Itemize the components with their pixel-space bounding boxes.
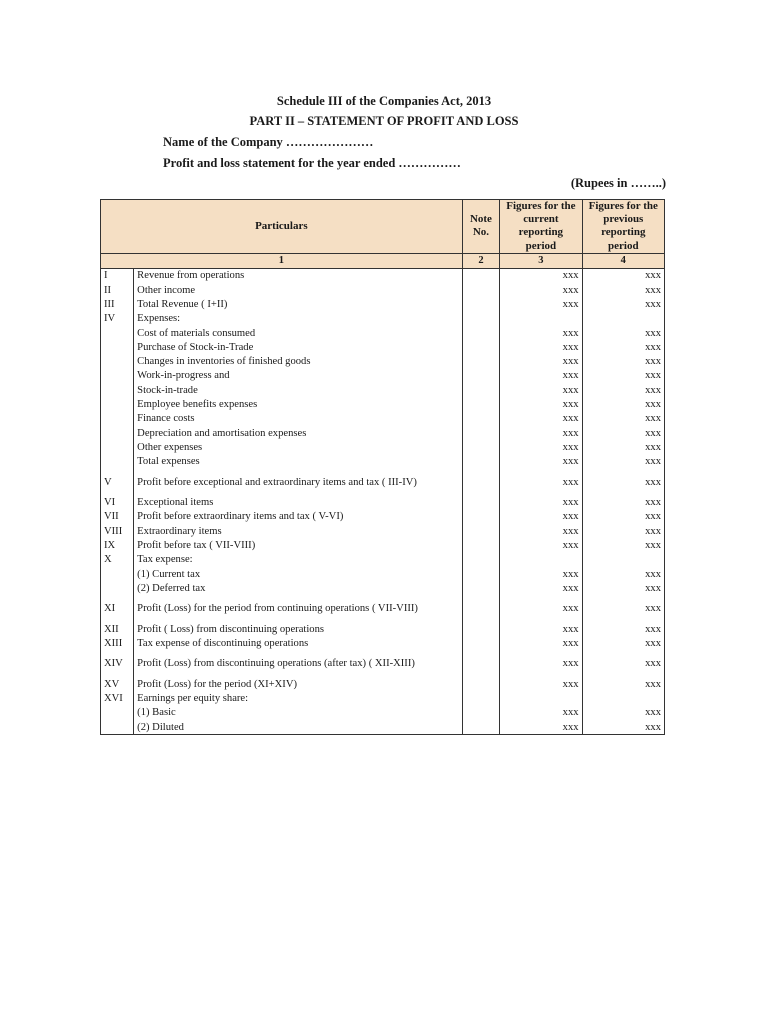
row-particulars: Employee benefits expenses [134,397,463,411]
row-previous-figure: xxx [582,297,664,311]
row-previous-figure: xxx [582,455,664,469]
row-roman-numeral [101,412,134,426]
row-current-figure: xxx [500,622,582,636]
table-row [101,720,665,735]
current-period-header: Figures for the current reporting period [500,200,582,254]
row-current-figure: xxx [500,581,582,595]
row-previous-figure: xxx [582,469,664,496]
row-current-figure: xxx [500,369,582,383]
row-previous-figure: xxx [582,326,664,340]
row-particulars: Depreciation and amortisation expenses [134,426,463,440]
row-current-figure: xxx [500,510,582,524]
table-row [101,567,665,581]
table-row [101,495,665,509]
row-particulars: (1) Basic [134,706,463,720]
row-note-no [462,706,499,720]
table-row [101,283,665,297]
row-current-figure: xxx [500,268,582,283]
row-particulars: Revenue from operations [134,268,463,283]
row-roman-numeral: VI [101,495,134,509]
row-note-no [462,369,499,383]
row-roman-numeral: XII [101,622,134,636]
year-ended-line: Profit and loss statement for the year ended …………… [163,156,461,170]
row-current-figure: xxx [500,426,582,440]
row-roman-numeral: XIII [101,636,134,650]
row-particulars: Profit before extraordinary items and tax ( V-VI) [134,510,463,524]
row-note-no [462,455,499,469]
row-note-no [462,495,499,509]
row-current-figure: xxx [500,297,582,311]
table-row [101,524,665,538]
row-roman-numeral: IV [101,312,134,326]
schedule-title: Schedule III of the Companies Act, 2013 [276,94,492,108]
row-note-no [462,283,499,297]
row-note-no [462,677,499,691]
row-previous-figure: xxx [582,677,664,691]
table-row [101,581,665,595]
row-roman-numeral [101,426,134,440]
row-note-no [462,651,499,678]
row-roman-numeral [101,397,134,411]
row-note-no [462,383,499,397]
row-roman-numeral: IX [101,538,134,552]
table-row [101,355,665,369]
row-particulars: (2) Diluted [134,720,463,735]
row-roman-numeral [101,355,134,369]
previous-period-header: Figures for the previous reporting period [582,200,664,254]
row-roman-numeral: X [101,553,134,567]
row-particulars: Earnings per equity share: [134,691,463,705]
row-roman-numeral: XIV [101,651,134,678]
row-note-no [462,297,499,311]
row-roman-numeral [101,581,134,595]
row-note-no [462,510,499,524]
table-row [101,510,665,524]
row-particulars: Total expenses [134,455,463,469]
row-note-no [462,691,499,705]
column-number: 4 [582,253,664,268]
row-particulars: Expenses: [134,312,463,326]
row-particulars: Extraordinary items [134,524,463,538]
row-note-no [462,622,499,636]
row-previous-figure [582,312,664,326]
row-previous-figure: xxx [582,622,664,636]
row-roman-numeral: XV [101,677,134,691]
column-number-row [101,253,665,268]
row-previous-figure: xxx [582,596,664,623]
row-previous-figure: xxx [582,720,664,735]
row-current-figure: xxx [500,495,582,509]
row-particulars: Purchase of Stock-in-Trade [134,340,463,354]
row-current-figure [500,553,582,567]
row-particulars: Other expenses [134,440,463,454]
table-row [101,538,665,552]
row-note-no [462,469,499,496]
column-number: 3 [500,253,582,268]
row-particulars: Changes in inventories of finished goods [134,355,463,369]
row-roman-numeral: XVI [101,691,134,705]
particulars-header: Particulars [101,200,463,254]
table-row [101,426,665,440]
row-previous-figure: xxx [582,383,664,397]
row-roman-numeral: II [101,283,134,297]
column-number: 2 [462,253,499,268]
row-roman-numeral [101,440,134,454]
row-roman-numeral [101,340,134,354]
table-row [101,469,665,496]
row-roman-numeral: VIII [101,524,134,538]
row-previous-figure: xxx [582,397,664,411]
row-previous-figure: xxx [582,538,664,552]
statement-title: PART II – STATEMENT OF PROFIT AND LOSS [249,114,519,128]
row-particulars: Profit before exceptional and extraordinary items and tax ( III-IV) [134,469,463,496]
row-note-no [462,412,499,426]
row-note-no [462,538,499,552]
row-current-figure: xxx [500,455,582,469]
row-roman-numeral [101,706,134,720]
table-row [101,383,665,397]
row-previous-figure: xxx [582,283,664,297]
row-previous-figure: xxx [582,524,664,538]
row-roman-numeral [101,326,134,340]
row-previous-figure: xxx [582,426,664,440]
row-roman-numeral [101,455,134,469]
row-previous-figure [582,553,664,567]
row-current-figure: xxx [500,397,582,411]
table-row [101,622,665,636]
table-row [101,455,665,469]
row-current-figure [500,312,582,326]
row-roman-numeral [101,383,134,397]
row-current-figure: xxx [500,440,582,454]
profit-loss-table [100,199,665,735]
row-roman-numeral: XI [101,596,134,623]
row-previous-figure: xxx [582,440,664,454]
row-roman-numeral [101,567,134,581]
row-particulars: Total Revenue ( I+II) [134,297,463,311]
row-particulars: Finance costs [134,412,463,426]
units-label: (Rupees in ……..) [570,176,666,190]
row-current-figure: xxx [500,412,582,426]
table-row [101,397,665,411]
row-note-no [462,326,499,340]
row-current-figure: xxx [500,340,582,354]
row-particulars: (1) Current tax [134,567,463,581]
row-previous-figure: xxx [582,268,664,283]
row-previous-figure [582,691,664,705]
row-particulars: Profit before tax ( VII-VIII) [134,538,463,552]
table-row [101,677,665,691]
row-particulars: Profit (Loss) for the period from continuing operations ( VII-VIII) [134,596,463,623]
row-previous-figure: xxx [582,567,664,581]
row-particulars: Profit ( Loss) from discontinuing operations [134,622,463,636]
row-previous-figure: xxx [582,510,664,524]
row-note-no [462,355,499,369]
row-roman-numeral [101,369,134,383]
table-row [101,369,665,383]
row-previous-figure: xxx [582,651,664,678]
row-current-figure: xxx [500,326,582,340]
row-current-figure: xxx [500,538,582,552]
row-roman-numeral [101,720,134,735]
company-name-line: Name of the Company ………………… [163,135,374,149]
row-note-no [462,524,499,538]
row-roman-numeral: V [101,469,134,496]
row-current-figure: xxx [500,636,582,650]
table-row [101,412,665,426]
row-particulars: Other income [134,283,463,297]
row-particulars: Cost of materials consumed [134,326,463,340]
row-particulars: Exceptional items [134,495,463,509]
row-current-figure: xxx [500,596,582,623]
row-previous-figure: xxx [582,636,664,650]
row-note-no [462,636,499,650]
row-particulars: Work-in-progress and [134,369,463,383]
row-current-figure: xxx [500,677,582,691]
table-body [101,268,665,735]
row-note-no [462,426,499,440]
table-header-row [101,200,665,254]
row-current-figure: xxx [500,567,582,581]
row-current-figure [500,691,582,705]
row-particulars: (2) Deferred tax [134,581,463,595]
row-previous-figure: xxx [582,581,664,595]
row-roman-numeral: VII [101,510,134,524]
table-row [101,553,665,567]
row-particulars: Tax expense: [134,553,463,567]
table-row [101,651,665,678]
table-row [101,297,665,311]
row-note-no [462,397,499,411]
row-roman-numeral: III [101,297,134,311]
row-current-figure: xxx [500,469,582,496]
row-current-figure: xxx [500,651,582,678]
row-note-no [462,567,499,581]
row-current-figure: xxx [500,383,582,397]
row-note-no [462,312,499,326]
table-row [101,440,665,454]
table-row [101,326,665,340]
row-previous-figure: xxx [582,369,664,383]
row-particulars: Profit (Loss) for the period (XI+XIV) [134,677,463,691]
note-no-header: Note No. [462,200,499,254]
row-note-no [462,553,499,567]
row-previous-figure: xxx [582,355,664,369]
table-row [101,636,665,650]
row-previous-figure: xxx [582,412,664,426]
row-current-figure: xxx [500,283,582,297]
column-number: 1 [101,253,463,268]
row-current-figure: xxx [500,720,582,735]
row-note-no [462,581,499,595]
row-previous-figure: xxx [582,340,664,354]
table-row [101,268,665,283]
row-current-figure: xxx [500,355,582,369]
row-note-no [462,440,499,454]
row-note-no [462,596,499,623]
row-particulars: Stock-in-trade [134,383,463,397]
row-particulars: Tax expense of discontinuing operations [134,636,463,650]
row-previous-figure: xxx [582,495,664,509]
row-current-figure: xxx [500,706,582,720]
row-note-no [462,340,499,354]
table-row [101,340,665,354]
table-row [101,312,665,326]
row-roman-numeral: I [101,268,134,283]
table-row [101,691,665,705]
row-current-figure: xxx [500,524,582,538]
row-note-no [462,268,499,283]
table-row [101,706,665,720]
row-previous-figure: xxx [582,706,664,720]
table-row [101,596,665,623]
row-note-no [462,720,499,735]
row-particulars: Profit (Loss) from discontinuing operations (after tax) ( XII-XIII) [134,651,463,678]
